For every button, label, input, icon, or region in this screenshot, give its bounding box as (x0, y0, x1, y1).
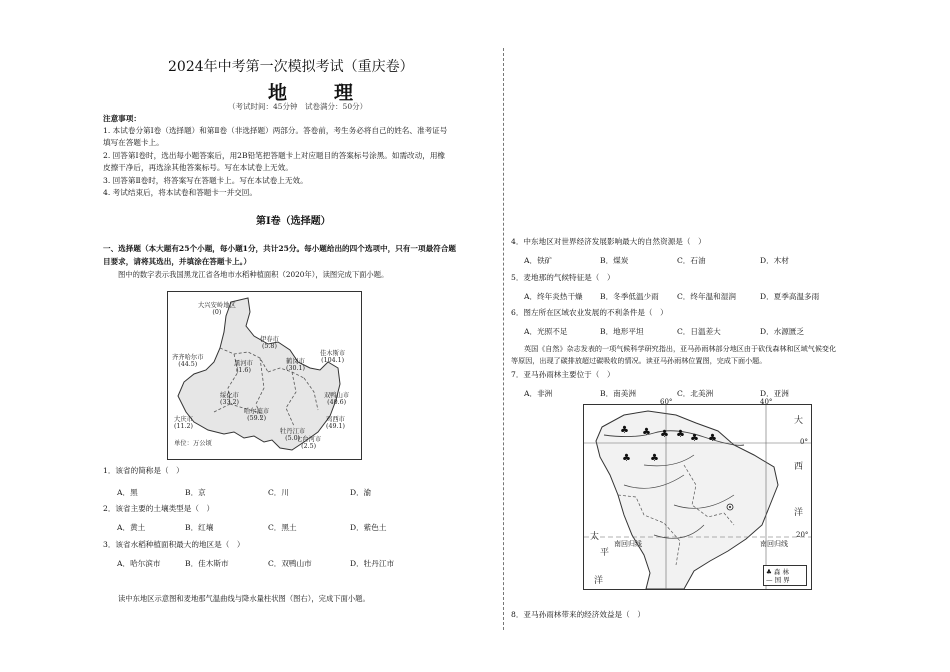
option: B．煤炭 (600, 256, 629, 265)
map-unit-label: 单位：万公顷 (174, 440, 212, 447)
option: D．夏季高温多雨 (760, 292, 820, 301)
amazon-intro: 等原因，出现了碳排放超过碳吸收的情况。读亚马孙雨林位置图，完成下面小题。 (511, 356, 767, 365)
map-label-jixi: 鸡西市 (49.1) (326, 416, 345, 430)
tropic-label-left: 南回归线 (614, 540, 642, 548)
notice-line: 2. 回答第Ⅰ卷时，选出每小题答案后，用2B铅笔把答题卡上对应题目的答案标号涂黑。如需改动，用橡 (103, 151, 446, 160)
option: B．南美洲 (600, 389, 636, 398)
notice-line: 3. 回答第Ⅱ卷时，将答案写在答题卡上。写在本试卷上无效。 (103, 176, 308, 185)
question-stem: 3．该省水稻种植面积最大的地区是（ ） (103, 540, 245, 549)
section-instruction: 目要求，请将其选出，并填涂在答题卡上。） (103, 257, 252, 266)
map-label-qitaihe: 七台河市 (2.5) (296, 436, 322, 450)
map-label-heihe: 黑河市 (1.6) (234, 360, 253, 374)
south-america-map (583, 398, 812, 590)
exam-title: 2024年中考第一次模拟考试（重庆卷） (168, 59, 414, 75)
option: B．红壤 (185, 523, 214, 532)
option: C．石油 (677, 256, 706, 265)
question-stem: 7．亚马孙雨林主要位于（ ） (511, 370, 615, 379)
forest-icon: ♣ (660, 429, 669, 440)
longitude-label-60: 60° (660, 398, 673, 406)
option: C．双鸭山市 (268, 559, 312, 568)
province-outline (168, 292, 361, 459)
option: A．光照不足 (524, 327, 568, 336)
map-label-shuangyashan: 双鸭山市 (40.6) (324, 392, 350, 406)
notice-heading: 注意事项： (103, 114, 141, 123)
tropic-label-right: 南回归线 (760, 540, 788, 548)
map-label-mudanjiang: 牡丹江市 (5.0) (280, 428, 306, 442)
equator-label: 0° (800, 438, 808, 446)
atlantic-label: 洋 (794, 508, 804, 518)
option: C．川 (268, 488, 289, 497)
map-label-daqing: 大庆市 (11.2) (174, 416, 193, 430)
map-label-haerbin: 哈尔滨市 (59.2) (244, 408, 270, 422)
amazon-intro: 英国《自然》杂志发表的一项气候科学研究指出，亚马孙雨林部分地区由于砍伐森林和区域气候变化 (524, 344, 837, 353)
question-stem: 4．中东地区对世界经济发展影响最大的自然资源是（ ） (511, 237, 706, 246)
forest-icon: ♣ (620, 425, 629, 436)
option: D．亚洲 (760, 389, 789, 398)
notice-line: 皮擦干净后，再选涂其他答案标号。写在本试卷上无效。 (103, 163, 293, 172)
option: D．水源匮乏 (760, 327, 805, 336)
middle-east-intro: 读中东地区示意图和麦地那气温曲线与降水量柱状图（图右），完成下面小题。 (118, 594, 370, 603)
option: D．牡丹江市 (350, 559, 395, 568)
option: C．北美洲 (677, 389, 714, 398)
option: B．地形平坦 (600, 327, 644, 336)
map-intro: 图中的数字表示我国黑龙江省各地市水稻种植面积（2020年），读图完成下面小题。 (118, 270, 389, 279)
question-stem: 5．麦地那的气候特征是（ ） (511, 273, 615, 282)
option: D．紫色土 (350, 523, 387, 532)
question-stem: 6．图左所在区域农业发展的不利条件是（ ） (511, 308, 668, 317)
option: A．非洲 (524, 389, 553, 398)
heilongjiang-map (167, 291, 362, 460)
atlantic-label: 大 (794, 416, 804, 426)
pacific-label: 太 (590, 532, 600, 542)
option: A．终年炎热干燥 (524, 292, 583, 301)
forest-icon: ♣ (676, 429, 685, 440)
map-label-daxinganling: 大兴安岭地区 (0) (198, 302, 236, 316)
notice-line: 4. 考试结束后，将本试卷和答题卡一并交回。 (103, 188, 257, 197)
option: B．京 (185, 488, 206, 497)
question-stem: 8．亚马孙雨林带来的经济效益是（ ） (511, 610, 645, 619)
forest-legend-icon: ♣ (766, 568, 772, 576)
option: A．铁矿 (524, 256, 553, 265)
border-legend-icon: — (766, 576, 773, 584)
subject-title: 地 理 (268, 82, 368, 104)
option: D．渝 (350, 488, 372, 497)
section-instruction: 一、选择题（本大题有25个小题，每小题1分，共计25分。每小题给出的四个选项中，只有一项最符合题 (103, 244, 456, 253)
notice-line: 1. 本试卷分第Ⅰ卷（选择题）和第Ⅱ卷（非选择题）两部分。答卷前，考生务必将自己的姓名、准考证号 (103, 126, 448, 135)
option: D．木材 (760, 256, 789, 265)
latitude-label-20: 20° (796, 531, 809, 539)
section-title: 第Ⅰ卷（选择题） (256, 216, 331, 227)
atlantic-label: 西 (794, 462, 804, 472)
exam-meta: （考试时间：45分钟 试卷满分：50分） (228, 102, 368, 111)
forest-icon: ♣ (690, 433, 699, 444)
map-label-suihua: 绥化市 (33.2) (220, 392, 239, 406)
map-label-yichun: 伊春市 (5.8) (260, 336, 279, 350)
option: B．佳木斯市 (185, 559, 229, 568)
pacific-label: 平 (600, 548, 610, 558)
map-label-qiqihaer: 齐齐哈尔市 (44.5) (172, 354, 204, 368)
option: C．黑土 (268, 523, 297, 532)
forest-icon: ♣ (622, 453, 631, 464)
option: C．终年温和湿润 (677, 292, 736, 301)
map-label-jiamusi: 佳木斯市 (104.1) (320, 350, 346, 364)
question-stem: 2．该省主要的土壤类型是（ ） (103, 504, 215, 513)
column-divider (503, 48, 504, 630)
map-label-hegang: 鹤岗市 (30.1) (286, 358, 305, 372)
pacific-label: 洋 (594, 576, 604, 586)
map-legend: ♣ 森 林 — 国 界 (763, 565, 807, 586)
option: A．哈尔滨市 (117, 559, 161, 568)
forest-icon: ♣ (642, 427, 651, 438)
option: C．日温差大 (677, 327, 721, 336)
forest-icon: ♣ (708, 433, 717, 444)
question-stem: 1．该省的简称是（ ） (103, 466, 184, 475)
forest-icon: ♣ (650, 453, 659, 464)
option: B．冬季低温少雨 (600, 292, 659, 301)
option: A．黑 (117, 488, 138, 497)
option: A．黄土 (117, 523, 146, 532)
notice-line: 填写在答题卡上。 (103, 138, 164, 147)
longitude-label-40: 40° (760, 398, 773, 406)
